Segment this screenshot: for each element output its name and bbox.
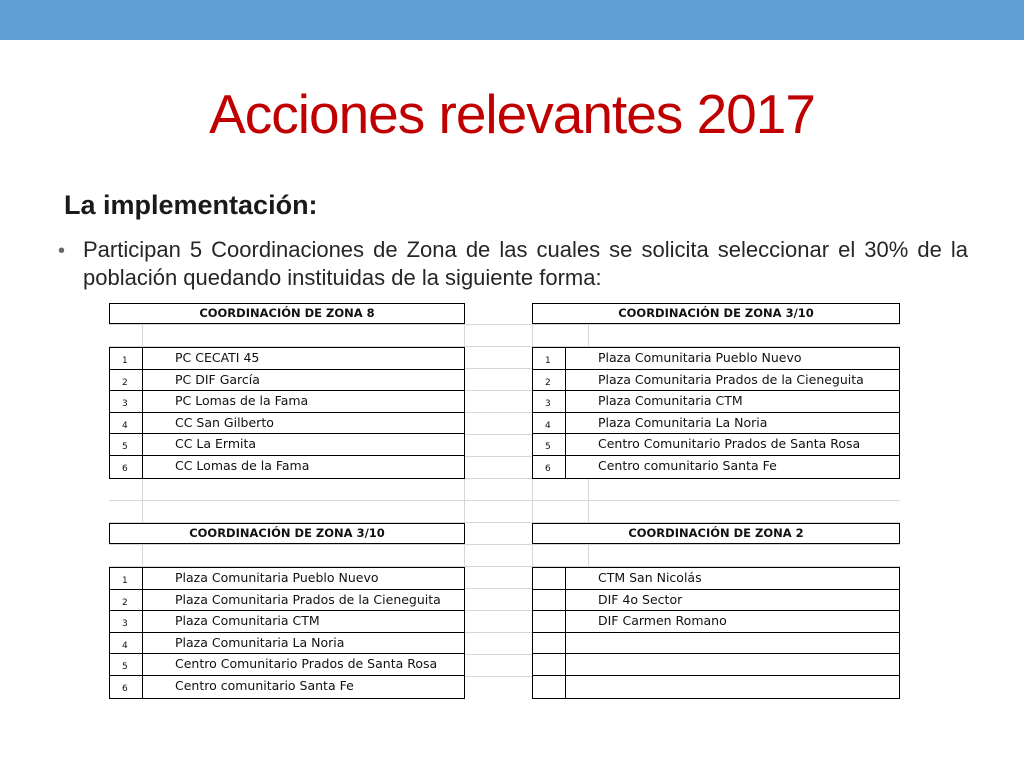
center-name: CTM San Nicolás xyxy=(598,570,702,585)
table-row xyxy=(533,434,899,456)
slide-subtitle: La implementación: xyxy=(64,190,318,220)
row-number: 4 xyxy=(110,633,143,654)
center-name xyxy=(566,633,899,654)
center-name: CC La Ermita xyxy=(175,436,257,452)
zone-table-body xyxy=(109,567,465,699)
zone-tables-sheet xyxy=(109,303,900,696)
row-number xyxy=(533,633,566,654)
center-name: PC CECATI 45 xyxy=(175,350,260,365)
center-name: Plaza Comunitaria La Noria xyxy=(598,414,768,430)
slide-title: Acciones relevantes 2017 xyxy=(209,83,815,145)
bullet-dot-icon: • xyxy=(58,240,66,262)
zone-table-body xyxy=(532,567,900,699)
center-name: Centro comunitario Santa Fe xyxy=(598,457,777,473)
row-number: 2 xyxy=(110,590,143,611)
table-row xyxy=(533,348,899,370)
row-number xyxy=(533,611,566,632)
table-row xyxy=(110,654,464,676)
center-name: Plaza Comunitaria Prados de la Cieneguita xyxy=(175,591,441,607)
row-number: 4 xyxy=(110,413,143,434)
center-name: CC San Gilberto xyxy=(175,414,274,430)
row-number xyxy=(533,590,566,611)
zone-table-header: COORDINACIÓN DE ZONA 3/10 xyxy=(532,303,900,324)
center-name xyxy=(566,654,899,675)
center-name: Plaza Comunitaria Pueblo Nuevo xyxy=(175,570,379,585)
top-accent-bar xyxy=(0,0,1024,40)
row-number: 5 xyxy=(533,434,566,455)
table-row xyxy=(110,633,464,655)
row-number: 5 xyxy=(110,434,143,455)
zone-table-header: COORDINACIÓN DE ZONA 3/10 xyxy=(109,523,465,544)
zone-table-body xyxy=(109,347,465,479)
table-row xyxy=(110,568,464,590)
table-row xyxy=(110,391,464,413)
center-name: DIF 4o Sector xyxy=(598,591,683,607)
row-number: 6 xyxy=(110,676,143,698)
row-number: 6 xyxy=(533,456,566,478)
row-number xyxy=(533,654,566,675)
row-number: 1 xyxy=(533,348,566,369)
row-number: 1 xyxy=(110,348,143,369)
table-row xyxy=(533,413,899,435)
zone-table-body xyxy=(532,347,900,479)
center-name: Plaza Comunitaria CTM xyxy=(175,613,320,629)
table-row xyxy=(533,391,899,413)
center-name: Plaza Comunitaria Pueblo Nuevo xyxy=(598,350,802,365)
center-name: DIF Carmen Romano xyxy=(598,613,727,629)
table-row xyxy=(110,611,464,633)
table-row xyxy=(533,456,899,478)
row-number: 3 xyxy=(110,611,143,632)
bullet-text: Participan 5 Coordinaciones de Zona de las cuales se solicita seleccionar el 30% de la población quedando instituidas de la siguiente forma: xyxy=(83,237,968,290)
table-row xyxy=(533,633,899,655)
row-number: 6 xyxy=(110,456,143,478)
row-number xyxy=(533,676,566,698)
center-name xyxy=(566,676,899,698)
center-name: Plaza Comunitaria Prados de la Cieneguita xyxy=(598,371,864,387)
table-row xyxy=(110,348,464,370)
zone-table-header: COORDINACIÓN DE ZONA 8 xyxy=(109,303,465,324)
row-number: 1 xyxy=(110,568,143,589)
table-row xyxy=(110,590,464,612)
center-name: Centro Comunitario Prados de Santa Rosa xyxy=(598,436,861,452)
row-number: 4 xyxy=(533,413,566,434)
row-number: 5 xyxy=(110,654,143,675)
zone-table-header: COORDINACIÓN DE ZONA 2 xyxy=(532,523,900,544)
center-name: PC Lomas de la Fama xyxy=(175,393,309,409)
table-row xyxy=(533,370,899,392)
table-row xyxy=(110,370,464,392)
table-row xyxy=(110,676,464,698)
table-row xyxy=(110,456,464,478)
table-row xyxy=(533,654,899,676)
center-name: Centro Comunitario Prados de Santa Rosa xyxy=(175,656,438,672)
center-name: Plaza Comunitaria CTM xyxy=(598,393,743,409)
row-number xyxy=(533,568,566,589)
row-number: 2 xyxy=(110,370,143,391)
table-row xyxy=(533,611,899,633)
bullet-item xyxy=(58,236,968,292)
center-name: CC Lomas de la Fama xyxy=(175,457,310,473)
center-name: PC DIF García xyxy=(175,371,260,387)
center-name: Centro comunitario Santa Fe xyxy=(175,677,354,693)
table-row xyxy=(110,434,464,456)
table-row xyxy=(533,676,899,698)
row-number: 3 xyxy=(533,391,566,412)
row-number: 3 xyxy=(110,391,143,412)
table-row xyxy=(533,568,899,590)
row-number: 2 xyxy=(533,370,566,391)
table-row xyxy=(533,590,899,612)
table-row xyxy=(110,413,464,435)
center-name: Plaza Comunitaria La Noria xyxy=(175,634,345,650)
